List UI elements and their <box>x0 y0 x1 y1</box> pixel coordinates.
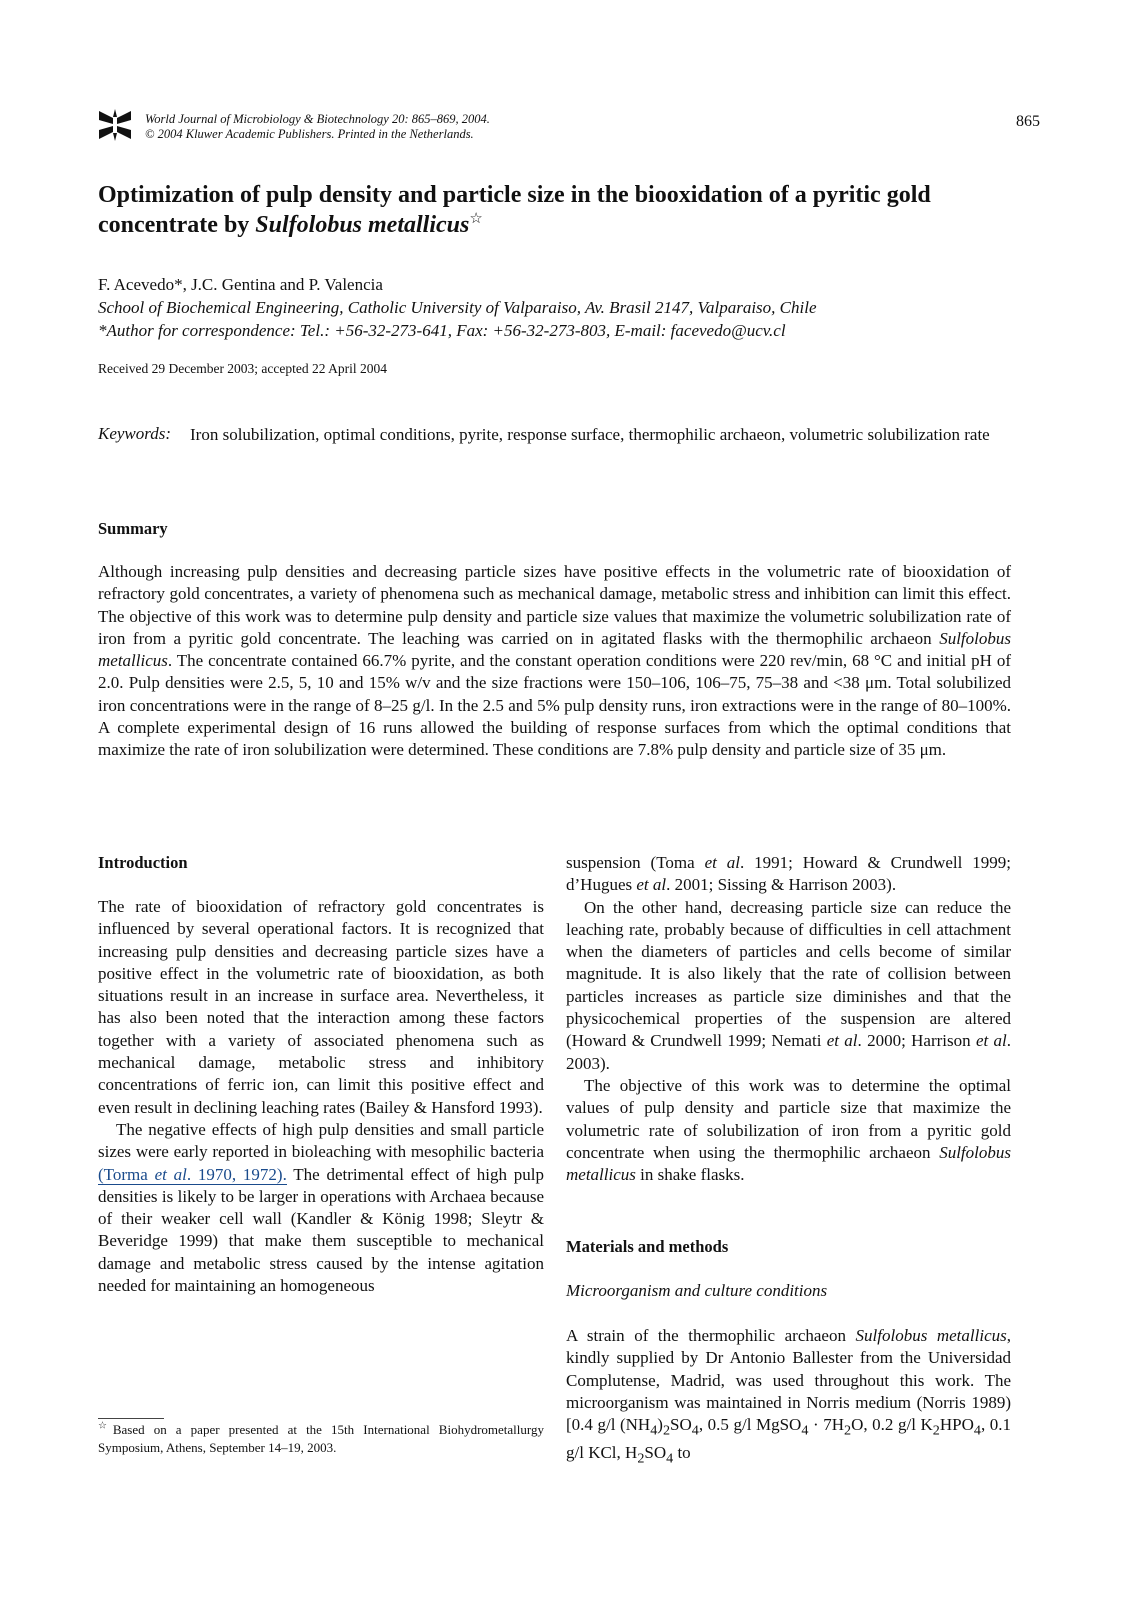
publisher-logo-icon <box>98 108 132 142</box>
footnote: ☆Based on a paper presented at the 15th International Biohydrometallurgy Symposium, Athens, September 14–19, 2003. <box>98 1420 544 1455</box>
intro-paragraph-4: The objective of this work was to determine the optimal values of pulp density and particle size that maximize the volumetric rate of solubilization of iron from a pyritic gold concentrate when using the thermophilic archaeon Sulfolobus metallicus in shake flasks. <box>566 1075 1011 1185</box>
intro-paragraph-2-continued: suspension (Toma et al. 1991; Howard & Crundwell 1999; d’Hugues et al. 2001; Sissing & Harrison 2003). <box>566 853 1011 895</box>
methods-subheading: Microorganism and culture conditions <box>566 1281 828 1300</box>
summary-paragraph: Although increasing pulp densities and decreasing particle sizes have positive effects in the volumetric rate of biooxidation of refractory gold concentrates, a variety of phenomena such as mechanical damage, metabolic stress and inhibition can limit this effect. The objective of this work was to determine pulp density and particle size values that maximize the volumetric solubilization rate of iron from a pyritic gold concentrate. The leaching was carried on in agitated flasks with the thermophilic archaeon Sulfolobus metallicus. The concentrate contained 66.7% pyrite, and the constant operation conditions were 220 rev/min, 68 °C and initial pH of 2.0. Pulp densities were 2.5, 5, 10 and 15% w/v and the size fractions were 150–106, 106–75, 75–38 and <38 μm. Total solubilized iron concentrations were in the range of 8–25 g/l. In the 2.5 and 5% pulp density runs, iron extractions were in the range of 80–100%. A complete experimental design of 16 runs allowed the building of response surfaces from which the optimal conditions that maximize the rate of iron solubilization were determined. These conditions are 7.8% pulp density and particle size of 35 μm. <box>98 562 1011 760</box>
keywords-label: Keywords: <box>98 424 172 443</box>
introduction-heading: Introduction <box>98 853 188 872</box>
footnote-rule <box>98 1418 164 1419</box>
intro-paragraph-1: The rate of biooxidation of refractory gold concentrates is influenced by several operational factors. It is recognized that increasing pulp densities and decreasing particle sizes have a positive effect in the volumetric rate of biooxidation, as both situations result in an increase in surface area. Nevertheless, it has also been noted that the interaction among these factors together with a variety of associated phenomena such as mechanical damage, metabolic stress and inhibitory concentrations of ferric ion, can limit this positive effect and even result in declining leaching rates (Bailey & Hansford 1993). <box>98 897 544 1117</box>
keywords-list: Iron solubilization, optimal conditions, pyrite, response surface, thermophilic archaeon, volumetric solubilization rate <box>190 425 990 444</box>
journal-copyright: © 2004 Kluwer Academic Publishers. Printed in the Netherlands. <box>145 127 474 141</box>
affiliation: School of Biochemical Engineering, Catholic University of Valparaiso, Av. Brasil 2147, Valparaiso, Chile <box>98 298 817 317</box>
intro-paragraph-2: The negative effects of high pulp densities and small particle sizes were early reported in bioleaching with mesophilic bacteria (Torma et al. 1970, 1972). The detrimental effect of high pulp densities is likely to be larger in operations with Archaea because of their weaker cell wall (Kandler & König 1998; Sleytr & Beveridge 1999) that make them susceptible to mechanical damage and metabolic stress caused by the intense agitation needed for maintaining an homogeneous <box>98 1119 544 1296</box>
introduction-right-column <box>566 852 1011 1186</box>
torma-citation-link[interactable]: (Torma et al. 1970, 1972). <box>98 1164 287 1184</box>
correspondence: *Author for correspondence: Tel.: +56-32-273-641, Fax: +56-32-273-803, E-mail: facevedo@ucv.cl <box>98 321 786 340</box>
received-date: Received 29 December 2003; accepted 22 April 2004 <box>98 361 388 376</box>
page-number: 865 <box>1016 113 1040 130</box>
intro-paragraph-3: On the other hand, decreasing particle size can reduce the leaching rate, probably because of difficulties in cell attachment when the diameters of particles and cells become of similar magnitude. It is also likely that the rate of collision between particles increases as particle size diminishes and that the physicochemical properties of the suspension are altered (Howard & Crundwell 1999; Nemati et al. 2000; Harrison et al. 2003). <box>566 897 1011 1073</box>
title-species: Sulfolobus metallicus <box>255 212 470 238</box>
journal-citation: World Journal of Microbiology & Biotechnology 20: 865–869, 2004. <box>145 112 490 126</box>
article-title: Optimization of pulp density and particle size in the biooxidation of a pyritic gold concentrate by Sulfolobus metallicus☆ <box>98 182 931 238</box>
title-footnote-mark: ☆ <box>469 211 483 227</box>
author-list: F. Acevedo*, J.C. Gentina and P. Valencia <box>98 275 383 294</box>
methods-heading: Materials and methods <box>566 1237 729 1256</box>
introduction-left-column <box>98 896 544 1297</box>
summary-heading: Summary <box>98 519 168 538</box>
methods-paragraph-1: A strain of the thermophilic archaeon Sulfolobus metallicus, kindly supplied by Dr Antonio Ballester from the Universidad Complutense, Madrid, was used throughout this work. The microorganism was maintained in Norris medium (Norris 1989) [0.4 g/l $(NH_4)_2SO_4$, 0.5 g/l MgSO$_4$ · $7H_2O$, 0.2 g/l $K_2HPO_4$, 0.1 g/l KCl, $H_2SO_4$ to <box>566 1326 1012 1467</box>
